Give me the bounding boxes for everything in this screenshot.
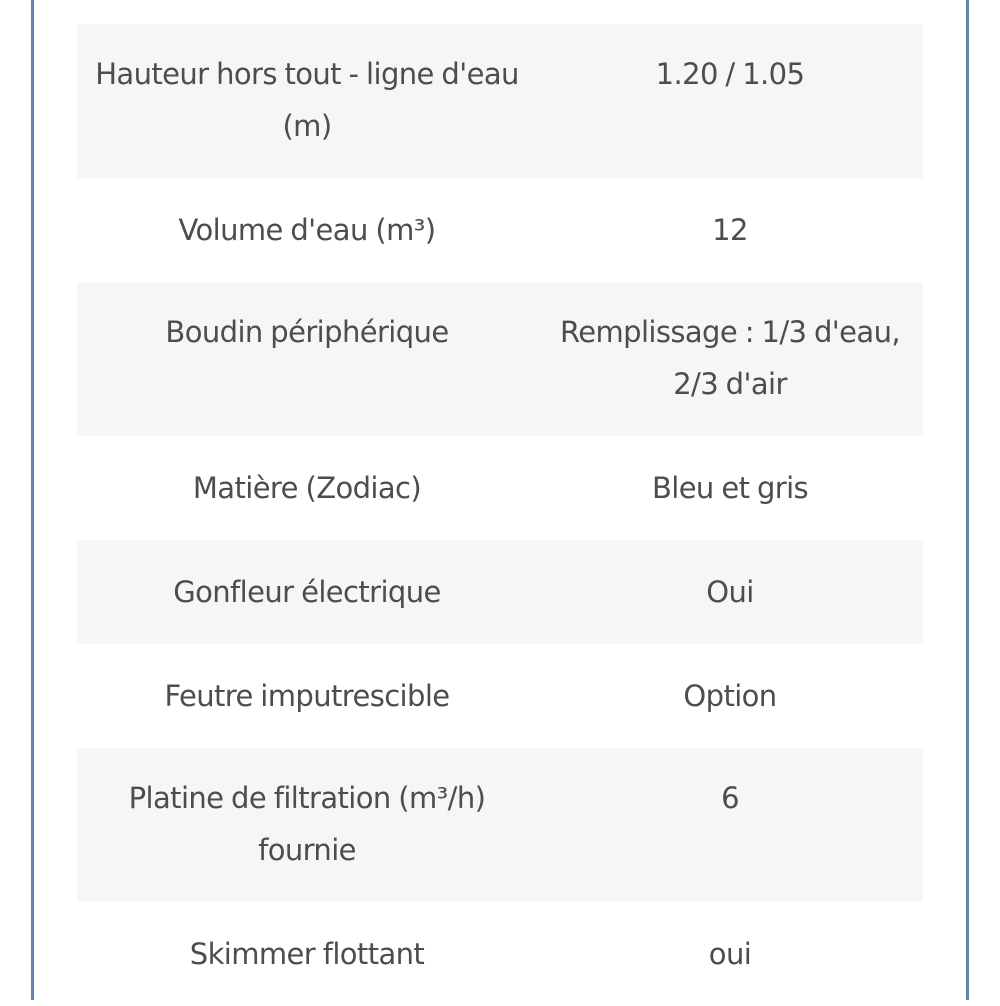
table-row [77, 748, 923, 902]
spec-label: Feutre imputrescible [164, 679, 450, 713]
table-row-partial [77, 0, 923, 24]
spec-label: Skimmer flottant [189, 937, 425, 971]
empty-cell [77, 0, 537, 24]
spec-value: Remplissage : 1/3 d'eau, 2/3 d'air [560, 315, 900, 401]
spec-label: Volume d'eau (m³) [178, 213, 436, 247]
spec-label: Boudin périphérique [165, 315, 449, 349]
spec-value: oui [708, 937, 752, 971]
table-row [77, 902, 923, 1006]
table-row [77, 24, 923, 178]
spec-value: 6 [721, 781, 739, 815]
spec-label: Platine de filtration (m³/h) fournie [128, 781, 486, 867]
spec-value: Bleu et gris [651, 471, 809, 505]
empty-cell [537, 0, 923, 24]
spec-value: Option [683, 679, 777, 713]
spec-label: Matière (Zodiac) [192, 471, 422, 505]
spec-label: Gonfleur électrique [173, 575, 441, 609]
spec-value: 12 [712, 213, 748, 247]
table-row [77, 644, 923, 748]
table-row [77, 540, 923, 644]
spec-label: Hauteur hors tout - ligne d'eau (m) [95, 57, 519, 143]
table-row [77, 436, 923, 540]
spec-value: Oui [706, 575, 754, 609]
table-row [77, 178, 923, 282]
specifications-table [77, 0, 923, 1006]
spec-value: 1.20 / 1.05 [655, 57, 805, 91]
table-row [77, 282, 923, 436]
